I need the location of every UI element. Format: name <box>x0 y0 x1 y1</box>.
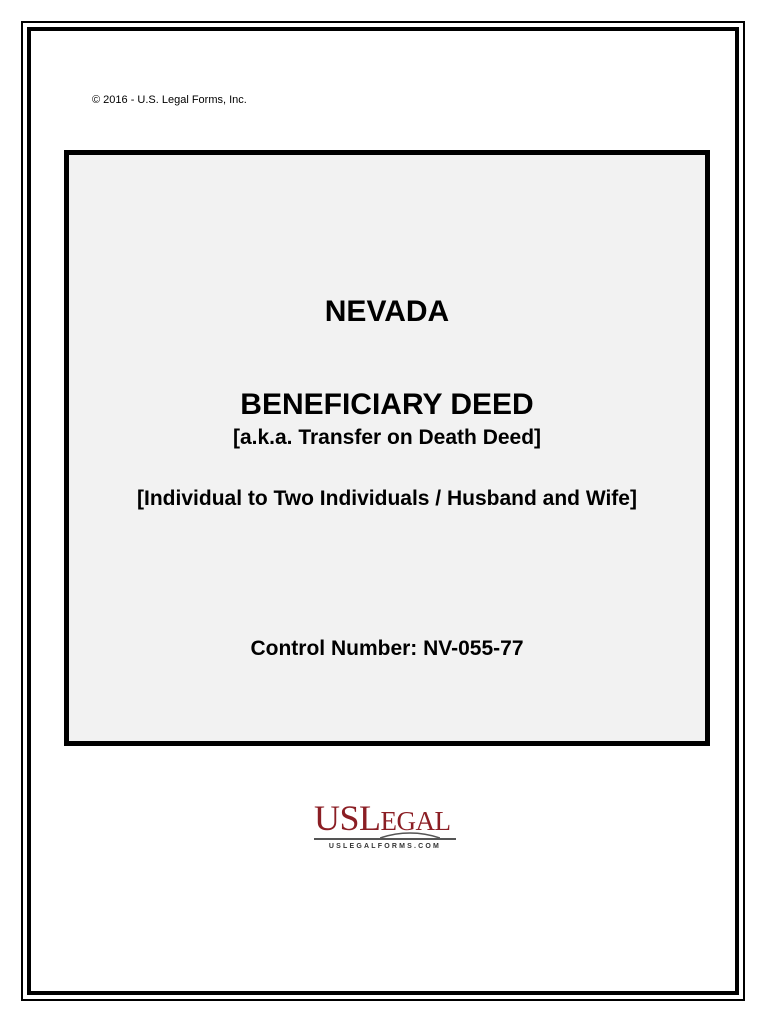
control-number: Control Number: NV-055-77 <box>250 637 524 660</box>
document-title: BENEFICIARY DEED <box>240 388 534 421</box>
logo-divider <box>314 838 456 840</box>
cover-title-box <box>64 150 710 746</box>
logo-wordmark: USLEGAL <box>314 798 451 838</box>
logo-url-text: USLEGALFORMS.COM <box>328 843 442 850</box>
state-heading: NEVADA <box>324 295 450 328</box>
document-subtitle: [Individual to Two Individuals / Husband and Wife] <box>137 487 637 510</box>
document-aka: [a.k.a. Transfer on Death Deed] <box>232 426 542 449</box>
copyright-notice: © 2016 - U.S. Legal Forms, Inc. <box>92 94 247 106</box>
uslegal-logo <box>300 798 470 862</box>
